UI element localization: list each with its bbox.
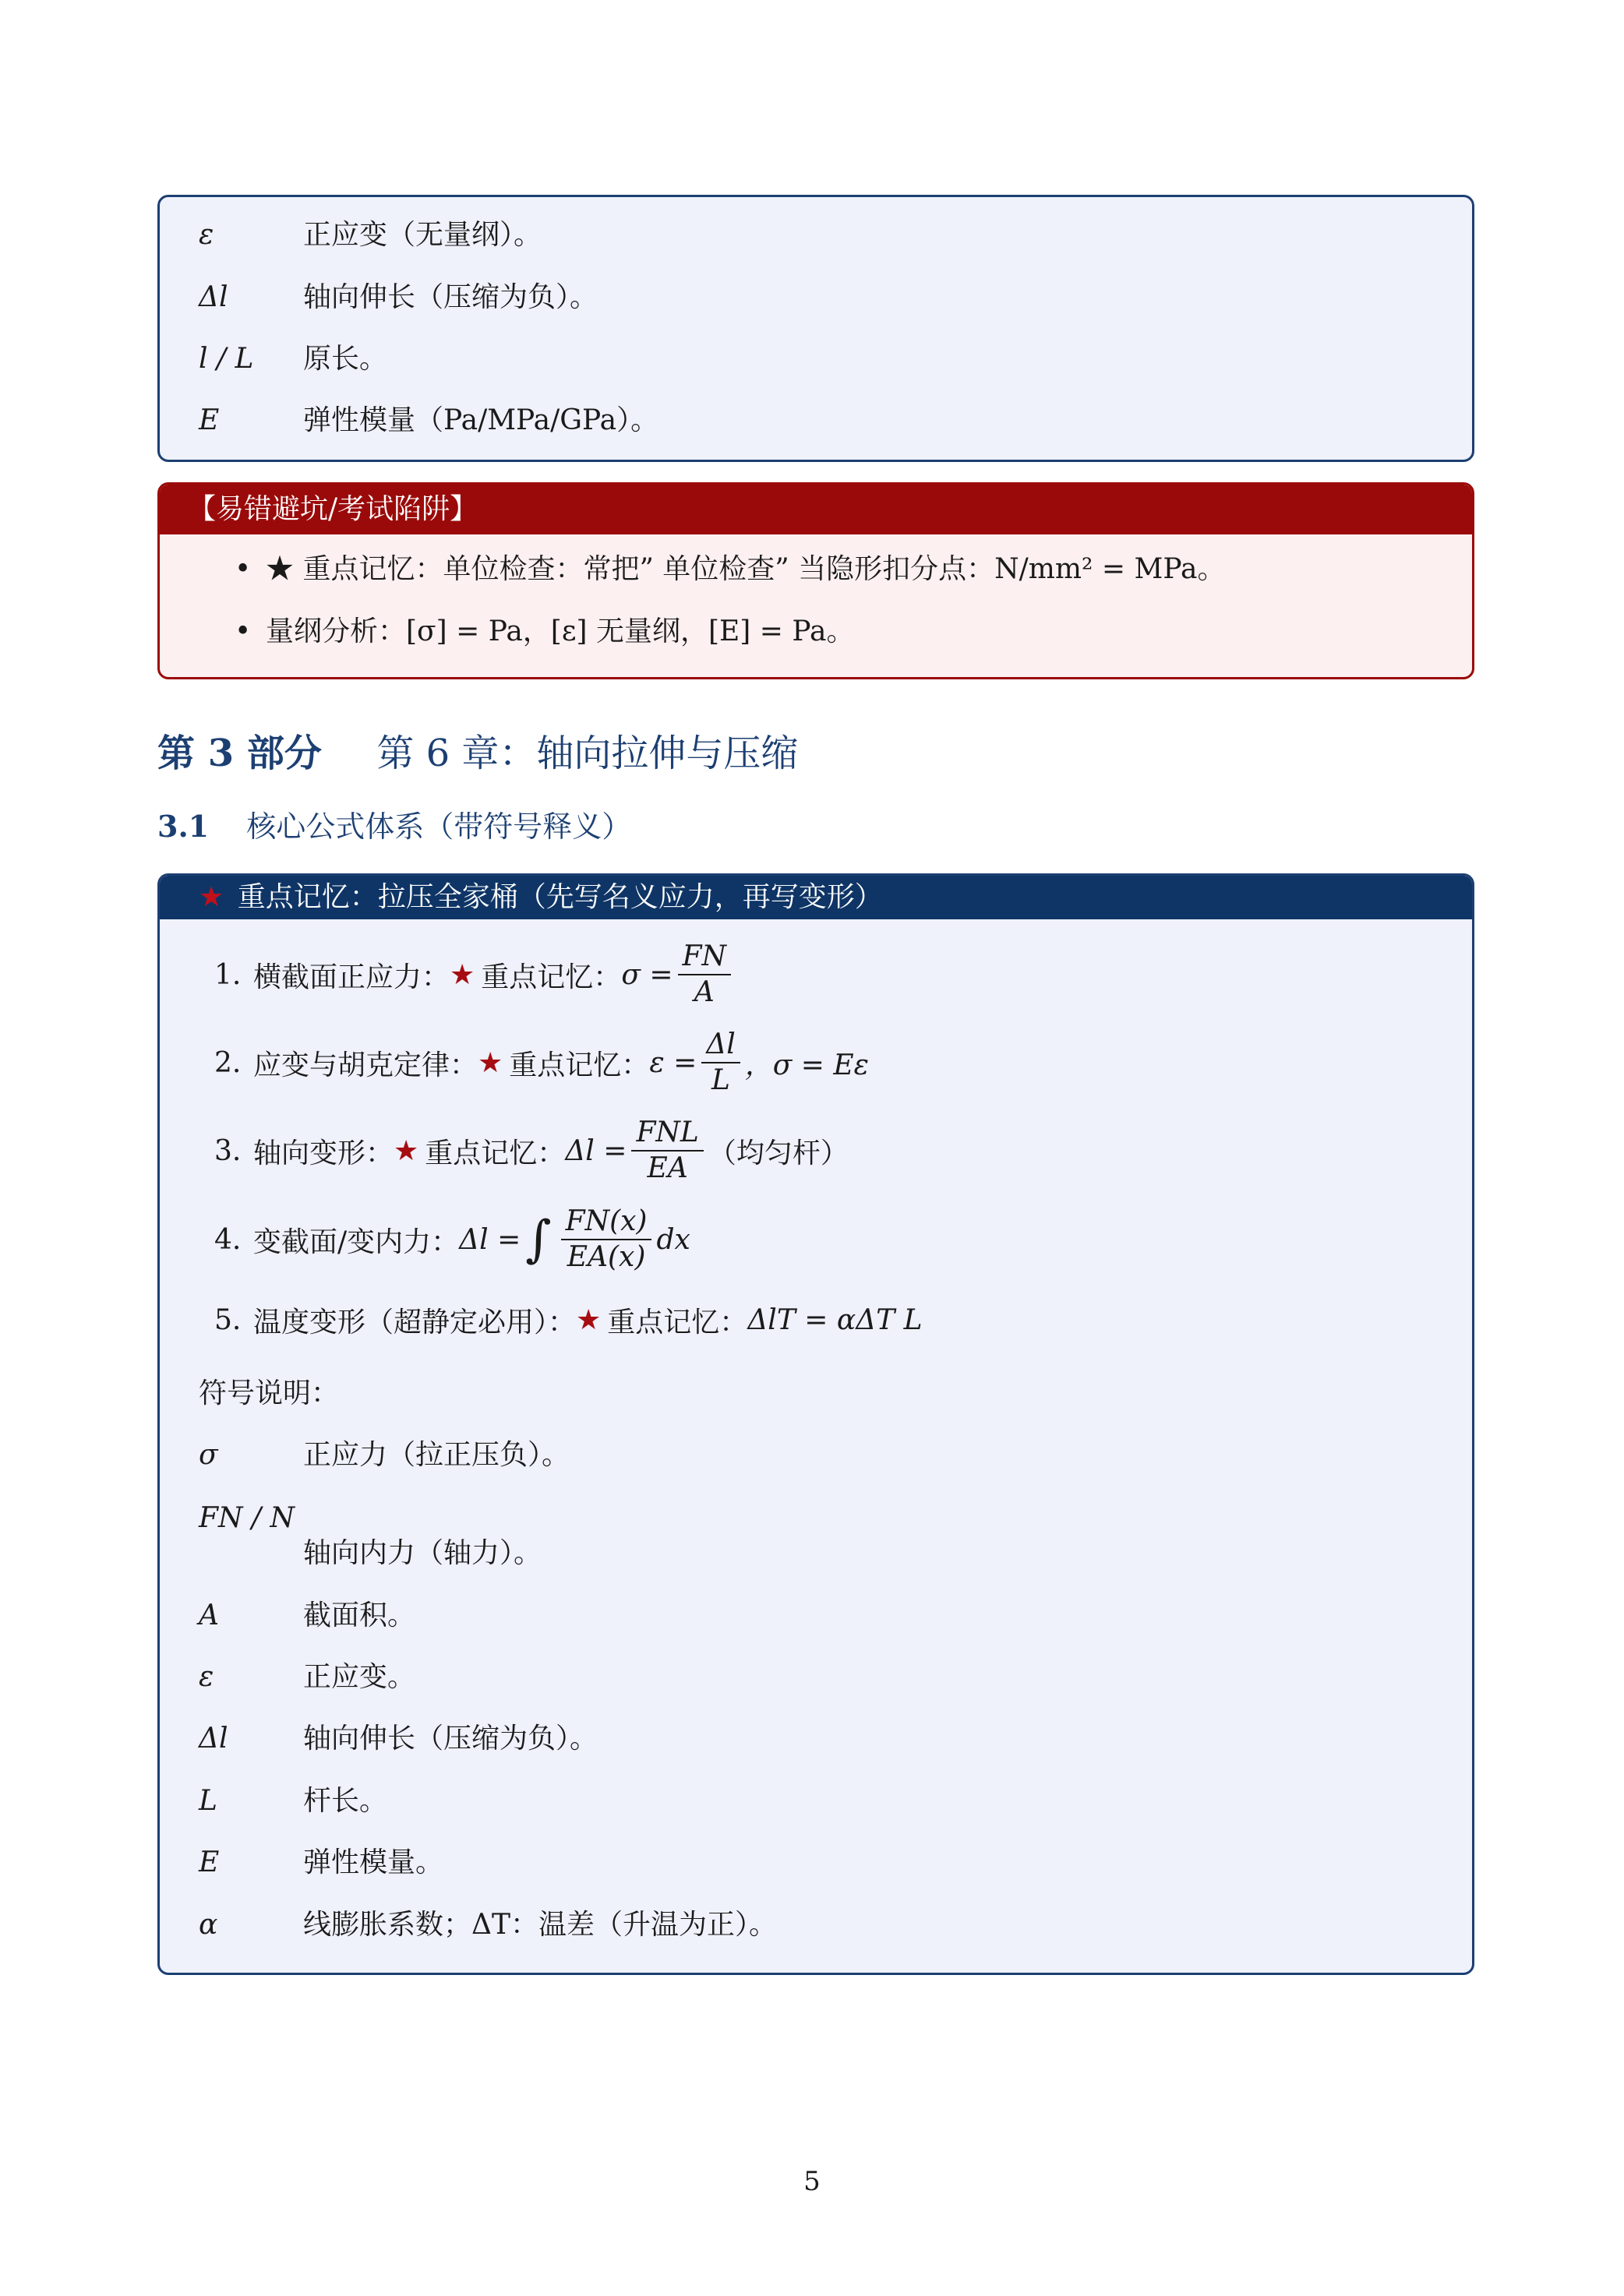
symbol-description: 轴向内力（轴力）。 [303, 1537, 542, 1569]
numerator: FN [678, 941, 731, 975]
key-label: 重点记忆： [509, 1049, 650, 1081]
formula-lhs: Δl = [459, 1223, 521, 1256]
star-icon: ★ [478, 1046, 503, 1079]
section-number: 第 3 部分 [157, 732, 322, 775]
formula-item-5 [214, 1285, 923, 1355]
subsection-title: 核心公式体系（带符号释义） [246, 809, 632, 844]
symbol-description: 原长。 [303, 343, 388, 375]
formula-label: 温度变形（超静定必用）： [253, 1306, 577, 1338]
bullet-icon: • [235, 553, 252, 585]
symbol: Δl [199, 1723, 228, 1755]
formula-item-2 [214, 1028, 869, 1098]
key-label: 重点记忆： [425, 1137, 566, 1169]
symbol: l / L [199, 343, 254, 375]
symbol: σ [199, 1439, 218, 1471]
formula-item-3 [214, 1116, 849, 1186]
formula-item-4 [214, 1204, 690, 1275]
bullet-icon: • [235, 615, 252, 647]
symbol-description: 正应力（拉正压负）。 [303, 1439, 570, 1471]
formula-label: 轴向变形： [253, 1137, 394, 1169]
symbol: E [199, 404, 220, 436]
symbol: E [199, 1846, 220, 1878]
section-heading [157, 723, 798, 777]
warning-bullet-1: ★ 重点记忆：单位检查：常把” 单位检查” 当隐形扣分点：N/mm² = MPa。 [266, 553, 1226, 585]
subsection-heading [157, 802, 631, 845]
denominator: A [694, 976, 715, 1008]
denominator: L [711, 1064, 730, 1096]
symbol-description: 截面积。 [303, 1599, 416, 1631]
star-icon: ★ [450, 958, 475, 991]
item-number: 4. [214, 1223, 242, 1256]
symbol-description: 正应变。 [303, 1661, 416, 1693]
subsection-number: 3.1 [157, 809, 210, 844]
numerator: FN(x) [561, 1206, 652, 1240]
formula-lhs: ε = [649, 1046, 697, 1079]
symbol-description: 轴向伸长（压缩为负）。 [303, 281, 598, 313]
formula-label: 横截面正应力： [253, 961, 450, 993]
symbol: A [199, 1599, 219, 1631]
formula-label: 应变与胡克定律： [253, 1049, 478, 1081]
key-label: 重点记忆： [607, 1306, 748, 1338]
symbol: α [199, 1909, 218, 1941]
warning-title: 【易错避坑/考试陷阱】 [160, 485, 1472, 534]
symbol: Δl [199, 281, 228, 313]
item-number: 1. [214, 958, 242, 991]
formula-tail: dx [656, 1223, 690, 1256]
symbol-description: 正应变（无量纲）。 [303, 219, 542, 251]
symbol-description: 轴向伸长（压缩为负）。 [303, 1723, 598, 1755]
denominator: EA(x) [567, 1241, 646, 1273]
section-title: 第 6 章：轴向拉伸与压缩 [376, 732, 799, 775]
symbol-description: 线膨胀系数；ΔT：温差（升温为正）。 [303, 1909, 778, 1941]
fraction [631, 1117, 703, 1184]
star-icon: ★ [576, 1303, 602, 1336]
denominator: EA [647, 1152, 688, 1184]
formula-tail: ，σ = Eε [744, 1049, 869, 1081]
numerator: FNL [631, 1117, 703, 1152]
formula-tail: （均匀杆） [708, 1137, 849, 1169]
symbol-description: 弹性模量。 [303, 1846, 444, 1878]
formula-box-title-text: 重点记忆：拉压全家桶（先写名义应力，再写变形） [237, 881, 883, 913]
symbol: ε [199, 1661, 214, 1693]
formula-box [157, 873, 1474, 1975]
fraction [701, 1029, 740, 1096]
symbol-box-continued [157, 195, 1474, 462]
item-number: 5. [214, 1303, 242, 1336]
symbol-description: 弹性模量（Pa/MPa/GPa）。 [303, 404, 659, 436]
numerator: Δl [701, 1029, 740, 1063]
integral-sign: ∫ [525, 1211, 552, 1268]
symbol: FN / N [199, 1502, 295, 1534]
page-number: 5 [803, 2166, 821, 2197]
formula-lhs: Δl = [565, 1134, 627, 1167]
symbol-description: 杆长。 [303, 1785, 388, 1817]
fraction [678, 941, 731, 1008]
formula-lhs: σ = [621, 958, 673, 991]
star-icon: ★ [394, 1134, 419, 1167]
formula-label: 变截面/变内力： [253, 1226, 460, 1258]
warning-box [157, 482, 1474, 679]
formula-box-title [160, 876, 1472, 919]
item-number: 3. [214, 1134, 242, 1167]
symbol: ε [199, 219, 214, 251]
item-number: 2. [214, 1046, 242, 1079]
formula-item-1 [214, 940, 736, 1010]
fraction [561, 1206, 652, 1273]
key-label: 重点记忆： [481, 961, 622, 993]
star-icon: ★ [199, 881, 224, 913]
formula-expression: ΔlT = αΔT L [747, 1303, 923, 1336]
warning-bullet-2: 量纲分析：[σ] = Pa，[ε] 无量纲，[E] = Pa。 [266, 615, 855, 647]
symbol: L [199, 1785, 217, 1817]
legend-title: 符号说明： [199, 1377, 340, 1409]
